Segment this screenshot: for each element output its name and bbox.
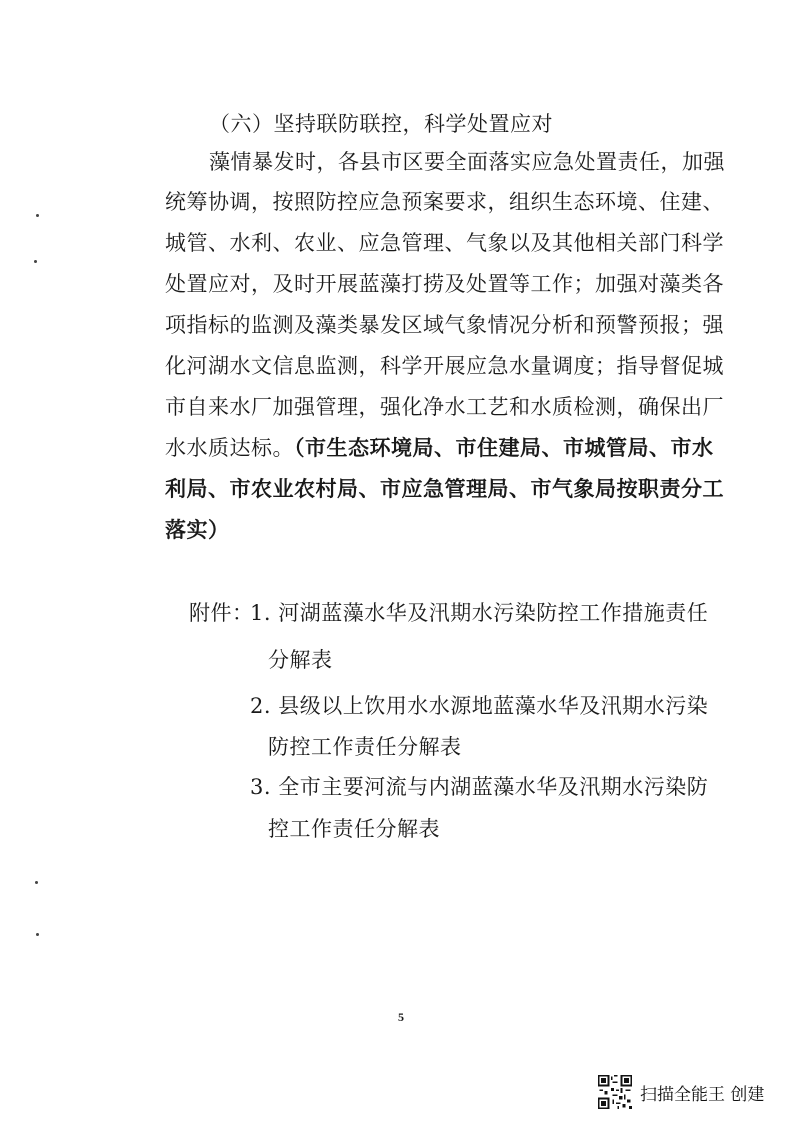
page-number: 5 [398, 1010, 404, 1024]
responsible-units-line: 落实） [165, 517, 230, 542]
body-line: 处置应对，及时开展蓝藻打捞及处置等工作；加强对藻类各 [165, 272, 724, 296]
attachment-item-line: 防控工作责任分解表 [268, 735, 462, 759]
responsible-units-line: 利局、市农业农村局、市应急管理局、市气象局按职责分工 [165, 476, 724, 501]
body-line: 统筹协调，按照防控应急预案要求，组织生态环境、住建、 [165, 190, 724, 214]
attachment-item-line: 2. 县级以上饮用水水源地蓝藻水华及汛期水污染 [250, 694, 709, 718]
scan-speck [35, 881, 38, 884]
body-line: 项指标的监测及藻类暴发区域气象情况分析和预警预报；强 [165, 313, 724, 337]
body-line: 藻情暴发时，各县市区要全面落实应急处置责任，加强 [209, 150, 725, 174]
scanner-watermark [598, 1070, 788, 1114]
scan-speck [34, 260, 37, 263]
attachment-item-line: 控工作责任分解表 [268, 817, 440, 841]
qr-code-icon [598, 1075, 632, 1109]
watermark-text: 扫描全能王 创建 [640, 1084, 765, 1105]
body-line: 化河湖水文信息监测，科学开展应急水量调度；指导督促城 [165, 354, 724, 378]
body-line: 城管、水利、农业、应急管理、气象以及其他相关部门科学 [165, 231, 724, 255]
section-heading: （六）坚持联防联控，科学处置应对 [209, 112, 553, 136]
body-text: 水水质达标。 [165, 436, 294, 460]
attachment-item-line: 1. 河湖蓝藻水华及汛期水污染防控工作措施责任 [250, 601, 709, 625]
scan-speck [36, 933, 39, 936]
responsible-units-text: （市生态环境局、市住建局、市城管局、市水 [294, 435, 714, 460]
body-line: 市自来水厂加强管理，强化净水工艺和水质检测，确保出厂 [165, 395, 724, 419]
attachment-item-line: 3. 全市主要河流与内湖蓝藻水华及汛期水污染防 [250, 775, 709, 799]
body-line-mixed [165, 434, 714, 462]
scan-speck [36, 214, 39, 217]
attachment-label: 附件： [189, 601, 254, 625]
attachment-item-line: 分解表 [268, 648, 333, 672]
